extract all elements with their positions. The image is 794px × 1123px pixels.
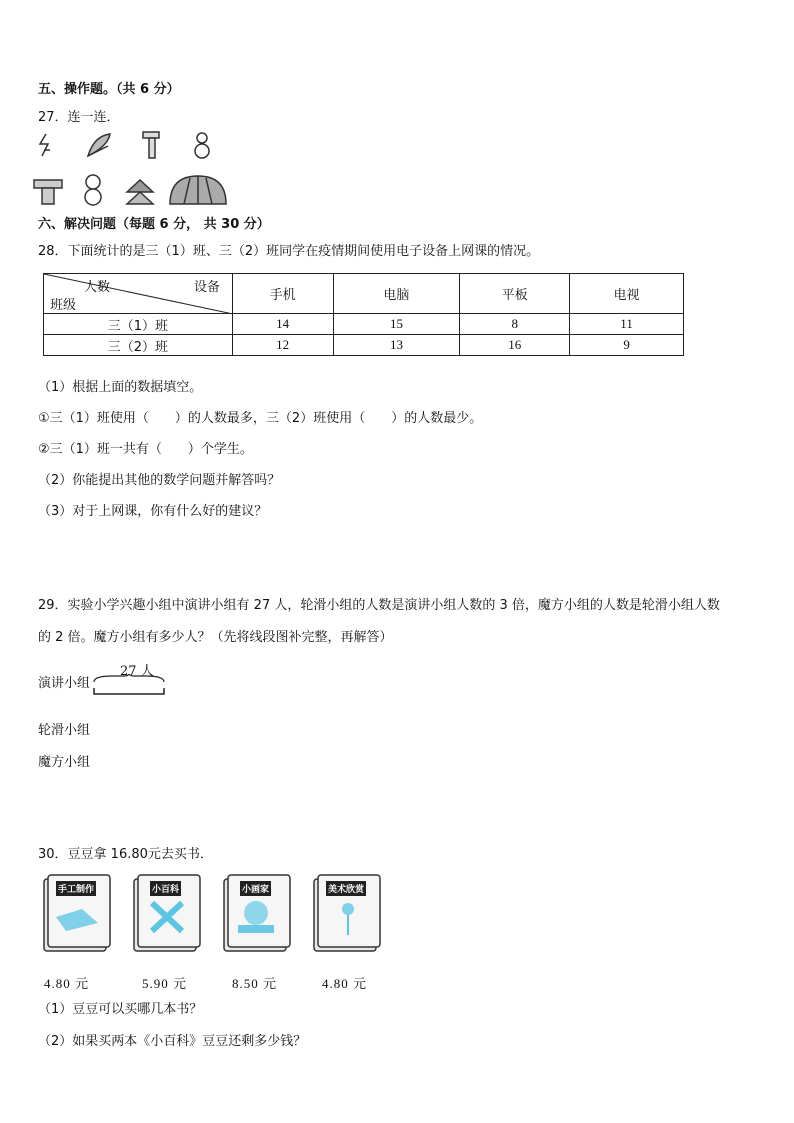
book-little-painter bbox=[222, 873, 292, 955]
pyramid-object bbox=[127, 180, 153, 204]
table-object bbox=[34, 180, 62, 204]
book-price: 4.80 元 bbox=[322, 976, 368, 991]
table-header-row bbox=[44, 274, 684, 314]
table-row bbox=[44, 314, 684, 335]
q28-part1b: ②三（1）班一共有（ ）个学生。 bbox=[38, 442, 253, 457]
table-top-view-figure bbox=[143, 132, 159, 158]
q29-label-speech: 演讲小组 bbox=[38, 676, 91, 691]
lightning-view-figure bbox=[40, 134, 50, 156]
section-6-title: 六、解决问题（每题 6 分， 共 30 分） bbox=[38, 217, 270, 232]
q27-matching-figures bbox=[30, 128, 230, 208]
header-computer: 电脑 bbox=[333, 274, 460, 314]
table-cell: 11 bbox=[570, 314, 684, 335]
corner-label-class: 班级 bbox=[50, 298, 77, 313]
book-encyclopedia bbox=[132, 873, 202, 955]
q29-label-cube: 魔方小组 bbox=[38, 755, 91, 770]
q29-text-line2: 的 2 倍。魔方小组有多少人？（先将线段图补完整，再解答） bbox=[38, 630, 393, 645]
table-cell: 14 bbox=[232, 314, 333, 335]
q29-segment-label: 27 人 bbox=[120, 664, 154, 679]
row-label: 三（1）班 bbox=[44, 314, 233, 335]
corner-label-device: 设备 bbox=[194, 280, 221, 295]
table-cell: 16 bbox=[460, 335, 570, 356]
table-cell: 8 bbox=[460, 314, 570, 335]
q28-part1: （1）根据上面的数据填空。 bbox=[38, 380, 203, 395]
table-row bbox=[44, 335, 684, 356]
book-title: 小百科 bbox=[150, 881, 181, 896]
q30-part1: （1）豆豆可以买哪几本书？ bbox=[38, 1002, 203, 1017]
q29-line-segment bbox=[92, 674, 166, 700]
q29-label-skating: 轮滑小组 bbox=[38, 723, 91, 738]
umbrella-side-view-figure bbox=[88, 134, 110, 156]
corner-label-count: 人数 bbox=[84, 280, 111, 295]
q27-text: 27．连一连． bbox=[38, 110, 120, 125]
header-phone: 手机 bbox=[232, 274, 333, 314]
section-5-title: 五、操作题。（共 6 分） bbox=[38, 82, 180, 97]
q28-part1a: ①三（1）班使用（ ）的人数最多，三（2）班使用（ ）的人数最少。 bbox=[38, 411, 483, 426]
book-price: 5.90 元 bbox=[142, 976, 188, 991]
book-art-appreciation bbox=[312, 873, 382, 955]
book-handcraft bbox=[42, 873, 112, 955]
header-tv: 电视 bbox=[570, 274, 684, 314]
book-price: 4.80 元 bbox=[44, 976, 90, 991]
q30-text: 30．豆豆拿 16.80元去买书． bbox=[38, 847, 213, 862]
book-title: 手工制作 bbox=[56, 881, 96, 896]
snowman-side-view-figure bbox=[195, 133, 209, 158]
row-label: 三（2）班 bbox=[44, 335, 233, 356]
table-cell: 15 bbox=[333, 314, 460, 335]
umbrella-object bbox=[170, 176, 226, 204]
book-price: 8.50 元 bbox=[232, 976, 278, 991]
table-cell: 13 bbox=[333, 335, 460, 356]
q28-part2: （2）你能提出其他的数学问题并解答吗？ bbox=[38, 473, 281, 488]
header-tablet: 平板 bbox=[460, 274, 570, 314]
q29-text-line1: 29．实验小学兴趣小组中演讲小组有 27 人，轮滑小组的人数是演讲小组人数的 3 倍，魔方小组的人数是轮滑小组人数 bbox=[38, 598, 720, 613]
q28-part3: （3）对于上网课，你有什么好的建议？ bbox=[38, 504, 268, 519]
q28-text: 28．下面统计的是三（1）班、三（2）班同学在疫情期间使用电子设备上网课的情况。 bbox=[38, 244, 540, 259]
book-title: 美术欣赏 bbox=[326, 881, 366, 896]
q30-part2: （2）如果买两本《小百科》豆豆还剩多少钱？ bbox=[38, 1034, 307, 1049]
table-cell: 9 bbox=[570, 335, 684, 356]
table-corner-cell bbox=[44, 274, 233, 314]
statistics-table bbox=[43, 273, 684, 356]
snowman-object bbox=[85, 175, 101, 205]
table-cell: 12 bbox=[232, 335, 333, 356]
book-title: 小画家 bbox=[240, 881, 271, 896]
